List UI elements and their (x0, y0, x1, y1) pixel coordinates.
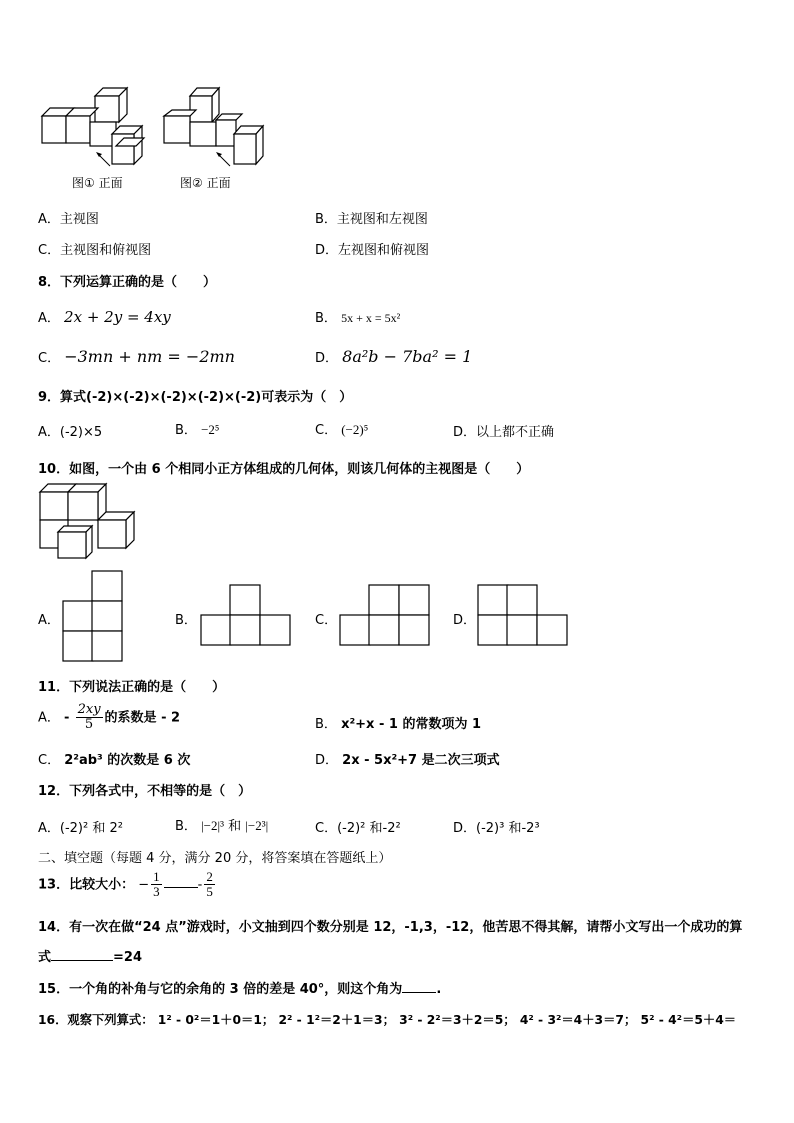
q10-option-d-view (477, 584, 569, 646)
q7-option-d: D．左视图和俯视图 (315, 243, 430, 258)
q15-answer-blank[interactable] (402, 992, 436, 993)
q11-b-label: B． (315, 717, 337, 732)
q13-fraction-2 (204, 870, 215, 900)
q11-a-text: 的系数是 - 2 (104, 710, 181, 726)
q12-b-label: B． (175, 819, 197, 834)
q12-option-a: A．(-2)² 和 2² (38, 821, 123, 836)
q15-end: . (436, 982, 442, 997)
q10-option-a-view (62, 570, 124, 662)
q8-option-d (315, 347, 472, 366)
q9-c-expr: (−2)⁵ (341, 422, 369, 437)
q9-option-b (175, 419, 219, 438)
q16-text: 16．观察下列算式： 1² - 0²＝1＋0＝1； 2² - 1²＝2＋1＝3； 3² - 2²＝3＋2＝5； 4² - 3²＝4＋3＝7； 5² - 4²＝5＋4＝ (38, 1013, 737, 1027)
q14-line-2 (38, 946, 142, 965)
q11-a-minus: - (64, 710, 70, 726)
cube-figure-1 (38, 86, 153, 171)
q9-c-label: C． (315, 423, 338, 438)
q7-option-c: C．主视图和俯视图 (38, 243, 152, 258)
q12-option-b (175, 815, 268, 834)
q9-b-expr: −2⁵ (201, 422, 220, 437)
q12-b-expr2: |−2³| (245, 818, 269, 833)
q11-c-label: C． (38, 753, 61, 768)
q8-d-label: D． (315, 351, 339, 366)
q11-b-text: x²+x - 1 的常数项为 1 (341, 717, 482, 732)
q13-num2: 2 (206, 869, 213, 884)
q8-a-label: A． (38, 311, 60, 326)
q14-line-2-end: =24 (113, 950, 142, 965)
q11-a-numerator: 2xy (77, 702, 101, 717)
q12-option-c: C．(-2)² 和-2² (315, 821, 401, 836)
q13-fraction-1 (151, 870, 162, 900)
q13-den1: 3 (153, 884, 160, 900)
q12-b-and: 和 (228, 819, 242, 834)
q13 (38, 870, 217, 900)
q8-option-c (38, 347, 235, 366)
q11-option-d (315, 749, 500, 768)
q9-option-c (315, 419, 368, 438)
q14-line-2-start: 式 (38, 950, 52, 965)
q13-answer-blank[interactable] (164, 887, 198, 888)
q8-c-expr: −3mn + nm = −2mn (64, 347, 235, 366)
q13-minus2: - (197, 877, 203, 893)
cube-figure-2 (156, 86, 271, 171)
figure-1-caption: 图① 正面 (72, 176, 123, 190)
q11-a-fraction (76, 703, 103, 733)
q13-minus1: − (138, 877, 150, 893)
q8-a-expr: 2x + 2y = 4xy (64, 308, 171, 326)
q11-stem: 11．下列说法正确的是（ ） (38, 680, 226, 695)
q8-b-expr: 5x + x = 5x² (341, 311, 401, 325)
q11-c-text: 2²ab³ 的次数是 6 次 (64, 753, 191, 768)
section-2-title: 二、填空题（每题 4 分，满分 20 分，将答案填在答题纸上） (38, 851, 392, 866)
figure-2-caption: 图② 正面 (180, 176, 231, 190)
q7-option-a: A．主视图 (38, 212, 99, 227)
q12-option-d: D．(-2)³ 和-2³ (453, 821, 540, 836)
q13-den2: 5 (206, 884, 213, 900)
q8-b-label: B． (315, 311, 337, 326)
q7-option-b: B．主视图和左视图 (315, 212, 428, 227)
q11-d-label: D． (315, 753, 339, 768)
q11-option-a (38, 703, 180, 733)
q15 (38, 978, 441, 997)
q13-stem: 13．比较大小： (38, 877, 135, 893)
q10-option-d-label: D． (453, 613, 477, 628)
q14-answer-blank[interactable] (51, 960, 113, 961)
q10-option-c-label: C． (315, 613, 338, 628)
q11-a-label: A． (38, 710, 60, 726)
q15-text: 15．一个角的补角与它的余角的 3 倍的差是 40°，则这个角为 (38, 982, 403, 997)
q8-d-expr: 8a²b − 7ba² = 1 (342, 347, 473, 366)
q8-stem: 8．下列运算正确的是（ ） (38, 275, 217, 290)
q10-solid-figure (38, 482, 148, 562)
q10-option-c-view (339, 584, 431, 646)
q8-c-label: C． (38, 351, 61, 366)
q10-stem: 10．如图，一个由 6 个相同小正方体组成的几何体，则该几何体的主视图是（ ） (38, 462, 530, 477)
q14-line-1: 14．有一次在做“24 点”游戏时，小文抽到四个数分别是 12，-1,3，-12，他苦思不得其解，请帮小文写出一个成功的算 (38, 920, 743, 935)
q9-option-d: D．以上都不正确 (453, 425, 555, 440)
q11-d-text: 2x - 5x²+7 是二次三项式 (342, 753, 500, 768)
q10-option-a-label: A． (38, 613, 60, 628)
q9-b-label: B． (175, 423, 197, 438)
q8-option-a (38, 307, 171, 326)
q9-stem: 9．算式(-2)×(-2)×(-2)×(-2)×(-2)可表示为（ ） (38, 390, 353, 405)
q11-a-denominator: 5 (84, 717, 94, 733)
q11-option-c (38, 749, 190, 768)
q11-option-b (315, 713, 481, 732)
q12-b-expr1: |−2|³ (201, 818, 224, 833)
q10-option-b-view (200, 584, 292, 646)
q8-option-b (315, 307, 400, 326)
q12-stem: 12．下列各式中，不相等的是（ ） (38, 784, 252, 799)
q10-option-b-label: B． (175, 613, 197, 628)
q13-num1: 1 (153, 869, 160, 884)
q9-option-a: A．(-2)×5 (38, 425, 103, 440)
